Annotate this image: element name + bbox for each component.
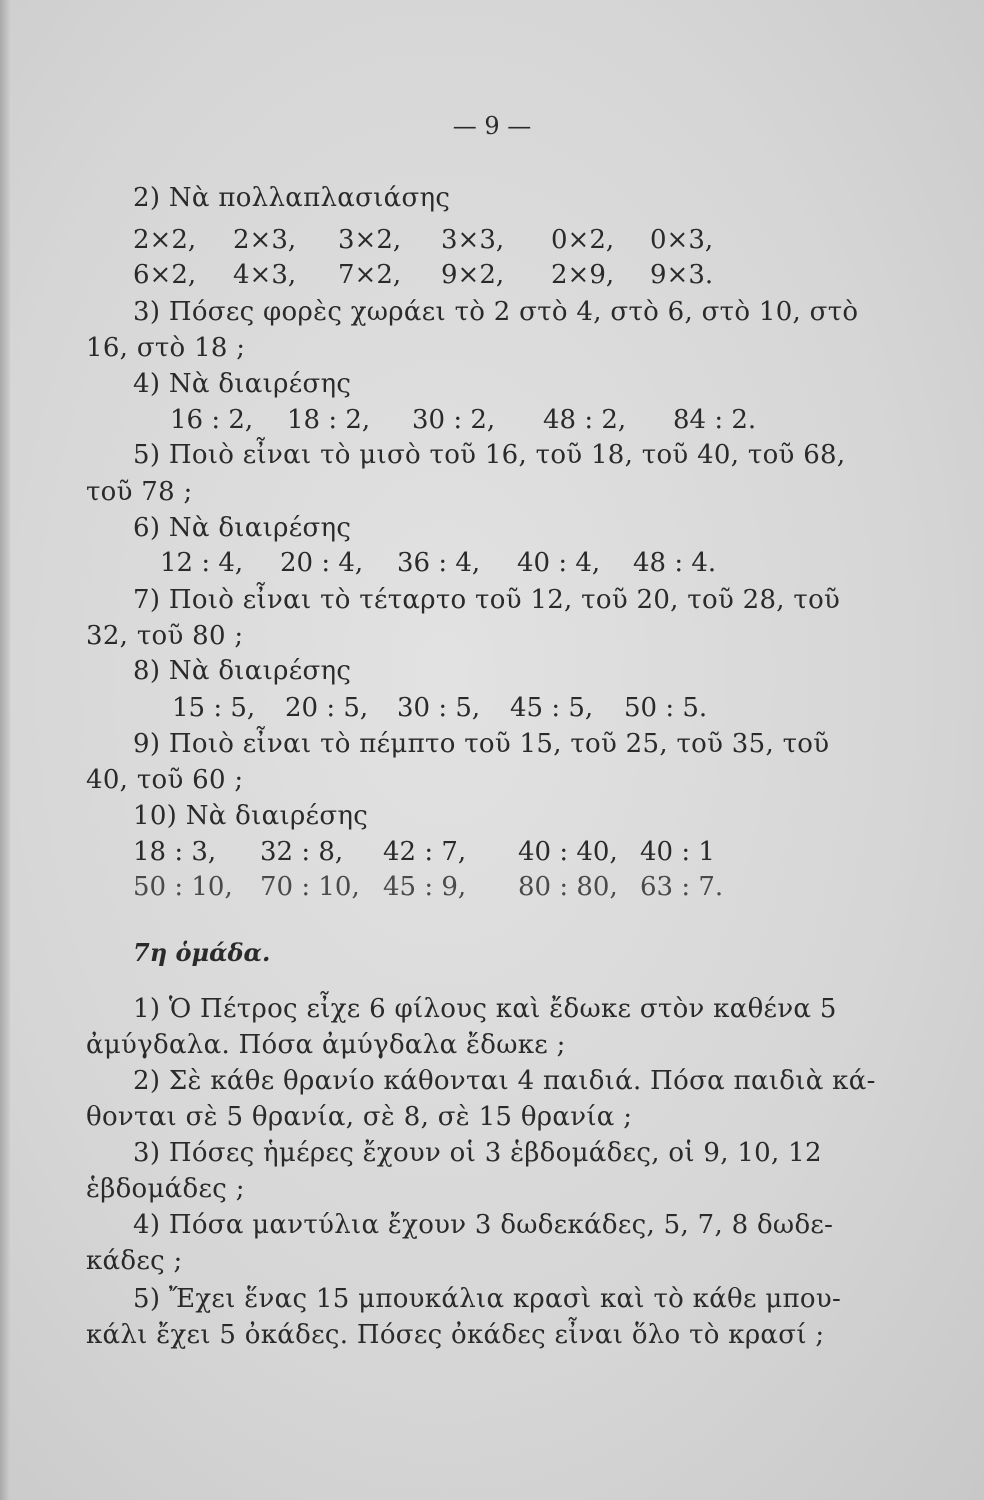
math-item: 9×3. [650, 260, 714, 290]
math-item: 6×2, [133, 260, 197, 290]
math-item: 18 : 2, [287, 405, 371, 435]
math-item: 40 : 4, [517, 548, 601, 578]
ex4-title: 4) Νὰ διαιρέσης [133, 369, 352, 399]
math-item: 40 : 1 [640, 837, 715, 867]
ex9-line-2: 40, τοῦ 60 ; [86, 765, 244, 795]
math-item: 9×2, [441, 260, 505, 290]
math-item: 2×2, [133, 225, 197, 255]
group7-p5-line-2: κάλι ἔχει 5 ὀκάδες. Πόσες ὀκάδες εἶναι ὅλο τὸ κρασί ; [86, 1320, 825, 1350]
math-item: 30 : 2, [412, 405, 496, 435]
ex2-title: 2) Νὰ πολλαπλασιάσης [133, 183, 451, 213]
group7-p1-line-1: 1) Ὁ Πέτρος εἶχε 6 φίλους καὶ ἔδωκε στὸν καθένα 5 [133, 994, 837, 1024]
group7-p4-line-1: 4) Πόσα μαντύλια ἔχουν 3 δωδεκάδες, 5, 7, 8 δωδε- [133, 1210, 834, 1240]
group7-p1-line-2: ἀμύγδαλα. Πόσα ἀμύγδαλα ἔδωκε ; [86, 1030, 566, 1060]
ex5-line-1: 5) Ποιὸ εἶναι τὸ μισὸ τοῦ 16, τοῦ 18, τοῦ 40, τοῦ 68, [133, 440, 846, 470]
math-item: 2×3, [233, 225, 297, 255]
ex9-line-1: 9) Ποιὸ εἶναι τὸ πέμπτο τοῦ 15, τοῦ 25, τοῦ 35, τοῦ [133, 729, 830, 759]
group7-p3-line-2: ἑβδομάδες ; [86, 1174, 245, 1204]
math-item: 4×3, [233, 260, 297, 290]
group7-p5-line-1: 5) Ἔχει ἕνας 15 μπουκάλια κρασὶ καὶ τὸ κάθε μπου- [133, 1284, 842, 1314]
math-item: 36 : 4, [397, 548, 481, 578]
page-number: — 9 — [452, 112, 532, 140]
math-item: 18 : 3, [133, 837, 217, 867]
ex3-line-1: 3) Πόσες φορὲς χωράει τὸ 2 στὸ 4, στὸ 6, στὸ 10, στὸ [133, 297, 859, 327]
math-item: 7×2, [338, 260, 402, 290]
page-edge-shadow [0, 0, 10, 1500]
ex6-title: 6) Νὰ διαιρέσης [133, 513, 352, 543]
math-item: 16 : 2, [170, 405, 254, 435]
group7-p2-line-2: θονται σὲ 5 θρανία, σὲ 8, σὲ 15 θρανία ; [86, 1102, 633, 1132]
math-item: 45 : 9, [383, 872, 467, 902]
section-heading-group-7: 7η ὁμάδα. [133, 938, 271, 967]
ex10-title: 10) Νὰ διαιρέσης [133, 801, 369, 831]
ex7-line-1: 7) Ποιὸ εἶναι τὸ τέταρτο τοῦ 12, τοῦ 20, τοῦ 28, τοῦ [133, 585, 841, 615]
ex3-line-2: 16, στὸ 18 ; [86, 333, 246, 363]
math-item: 20 : 4, [280, 548, 364, 578]
ex7-line-2: 32, τοῦ 80 ; [86, 621, 244, 651]
math-item: 48 : 4. [633, 548, 717, 578]
group7-p4-line-2: κάδες ; [86, 1246, 183, 1276]
ex5-line-2: τοῦ 78 ; [86, 477, 193, 507]
group7-p2-line-1: 2) Σὲ κάθε θρανίο κάθονται 4 παιδιά. Πόσα παιδιὰ κά- [133, 1066, 876, 1096]
math-item: 0×2, [551, 225, 615, 255]
math-item: 48 : 2, [543, 405, 627, 435]
math-item: 40 : 40, [518, 837, 618, 867]
math-item: 80 : 80, [518, 872, 618, 902]
math-item: 70 : 10, [260, 872, 360, 902]
math-item: 15 : 5, [172, 693, 256, 723]
math-item: 12 : 4, [160, 548, 244, 578]
ex8-title: 8) Νὰ διαιρέσης [133, 656, 352, 686]
math-item: 3×2, [338, 225, 402, 255]
group7-p3-line-1: 3) Πόσες ἡμέρες ἔχουν οἱ 3 ἑβδομάδες, οἱ 9, 10, 12 [133, 1138, 822, 1168]
math-item: 50 : 5. [624, 693, 708, 723]
math-item: 30 : 5, [397, 693, 481, 723]
math-item: 32 : 8, [260, 837, 344, 867]
math-item: 63 : 7. [640, 872, 724, 902]
math-item: 0×3, [650, 225, 714, 255]
math-item: 20 : 5, [285, 693, 369, 723]
math-item: 50 : 10, [133, 872, 233, 902]
math-item: 2×9, [551, 260, 615, 290]
math-item: 42 : 7, [383, 837, 467, 867]
math-item: 45 : 5, [510, 693, 594, 723]
math-item: 3×3, [441, 225, 505, 255]
math-item: 84 : 2. [673, 405, 757, 435]
